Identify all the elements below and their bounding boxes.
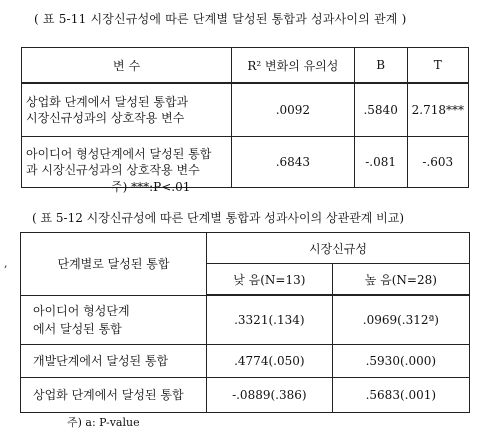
table1-header-t: T: [407, 48, 468, 84]
table1-row-label: [22, 83, 232, 137]
r2-value: .0092: [232, 83, 355, 137]
low-value: .3321(.134): [206, 295, 332, 345]
table2-header-low: 낮 음(N=13): [206, 264, 332, 296]
high-value: .5930(.000): [332, 345, 469, 378]
table2-header-group: 시장신규성: [206, 233, 469, 264]
table-row: [21, 295, 470, 345]
table2: [20, 232, 470, 413]
r2-value: .6843: [232, 137, 355, 188]
margin-mark: ,: [4, 257, 8, 270]
table-row: [22, 137, 469, 188]
table2-note: 주) a: P-value: [67, 416, 140, 429]
table1-header-variable: 변 수: [22, 48, 232, 84]
label-line: 상업화 단계에서 달성된 통합과: [26, 95, 189, 109]
low-value: .4774(.050): [206, 345, 332, 378]
table-row: [21, 345, 470, 378]
label-line: 과 시장신규성과의 상호작용 변수: [26, 163, 200, 177]
table-row: [21, 378, 470, 413]
table2-row-label: 개발단계에서 달성된 통합: [21, 345, 207, 378]
table-row: [22, 83, 469, 137]
table2-caption: ( 표 5-12 시장신규성에 따른 단계별 통합과 성과사이의 상관관계 비교): [32, 211, 405, 225]
high-value: .5683(.001): [332, 378, 469, 413]
t-value: -.603: [407, 137, 468, 188]
table2-header-high: 높 음(N=28): [332, 264, 469, 296]
table2-header-row: [21, 233, 470, 264]
b-value: .5840: [354, 83, 407, 137]
label-line: 시장신규성과의 상호작용 변수: [26, 111, 185, 125]
b-value: -.081: [354, 137, 407, 188]
low-value: -.0889(.386): [206, 378, 332, 413]
table1-note: 주) ***:P<.01: [111, 180, 191, 194]
table1-header-r2: R² 변화의 유의성: [232, 48, 355, 84]
t-value: 2.718***: [407, 83, 468, 137]
table1-header-row: [22, 48, 469, 84]
label-line: 아이디어 형성단계에서 달성된 통합: [26, 147, 212, 161]
table1-caption: ( 표 5-11 시장신규성에 따른 단계별 달성된 통합과 성과사이의 관계 ): [34, 12, 407, 26]
table1-header-b: B: [354, 48, 407, 84]
table2-row-label: [21, 295, 207, 345]
label-line: 아이디어 형성단계: [33, 303, 130, 318]
table2-row-label: 상업화 단계에서 달성된 통합: [21, 378, 207, 413]
high-value: .0969(.312ª): [332, 295, 469, 345]
table2-header-label: 단계별로 달성된 통합: [21, 233, 207, 296]
label-line: 에서 달성된 통합: [33, 321, 122, 336]
table1: [21, 47, 469, 188]
